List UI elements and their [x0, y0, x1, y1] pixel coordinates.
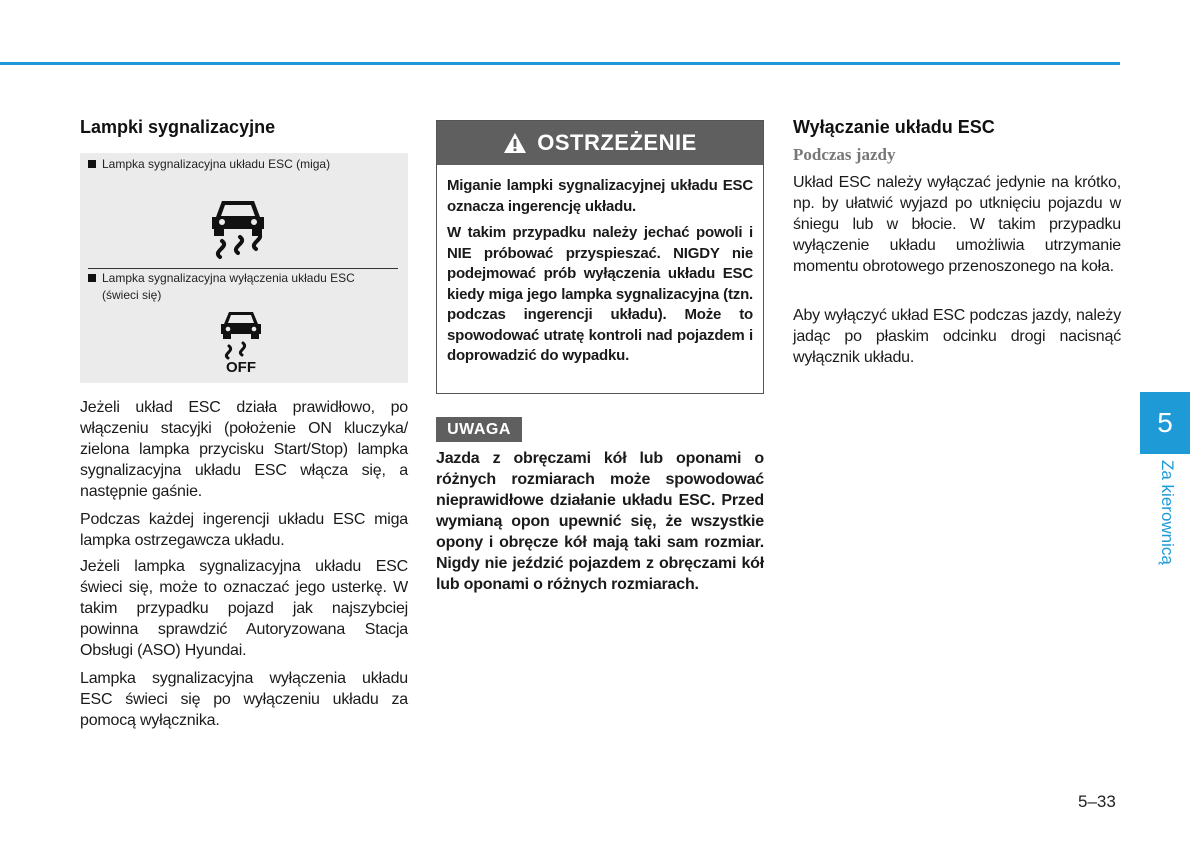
esc-off-label: OFF	[226, 359, 256, 376]
chapter-number-tab: 5	[1140, 392, 1190, 454]
section-title-esc-off: Wyłączanie układu ESC	[793, 117, 995, 137]
warning-paragraph-2: W takim przypadku należy jechać powoli i NIE próbować przyspieszać. NIGDY nie podejmować prób wyłączenia układu ESC kiedy miga jego lampka sygnalizacyjna (tzn. podczas ingerencji układu). Może to spowodować utratę kontroli nad pojazdem i doprowadzić do wypadku.	[447, 224, 753, 364]
paragraph-esc-fault: Jeżeli lampka sygnalizacyjna układu ESC świeci się, może to oznaczać jego usterkę. W takim przypadku pojazd jak najszybciej powinna sprawdzić Autoryzowana Stacja Obsługi (ASO) Hyundai.	[80, 558, 408, 659]
paragraph-esc-off-how: Aby wyłączyć układ ESC podczas jazdy, należy jadąc po płaskim odcinku drogi nacisnąć wyłącznik układu.	[793, 307, 1121, 366]
warning-triangle-icon	[503, 132, 527, 154]
warning-body	[447, 176, 753, 373]
bullet-square-icon	[88, 274, 96, 282]
section-title-indicators: Lampki sygnalizacyjne	[80, 117, 276, 137]
paragraph-esc-normal: Jeżeli układ ESC działa prawidłowo, po włączeniu stacyjki (położenie ON kluczyka/ zielona lampka przycisku Start/Stop) lampka sygnalizacyjna układu ESC włącza się, a następnie gaśnie.	[80, 399, 408, 500]
esc-off-skid-car-icon	[218, 308, 264, 360]
warning-paragraph-1: Miganie lampki sygnalizacyjnej układu ESC oznacza ingerencję układu.	[447, 177, 753, 215]
esc-skid-car-icon	[208, 191, 268, 259]
subsection-title-driving: Podczas jazdy	[793, 145, 896, 164]
paragraph-esc-off-light: Lampka sygnalizacyjna wyłączenia układu ESC świeci się po wyłączeniu układu za pomocą wyłącznika.	[80, 670, 408, 729]
indicator-divider	[88, 268, 398, 269]
warning-title: OSTRZEŻENIE	[537, 130, 697, 155]
warning-box	[436, 120, 764, 394]
header-rule	[0, 62, 1120, 65]
indicator-illustration-box	[80, 153, 408, 383]
note-text: Jazda z obręczami kół lub oponami o różnych rozmiarach może spowodować nieprawidłowe działanie układu ESC. Przed wymianą opon upewnić się, że wszystkie opony i obręcze kół mają taki sam rozmiar. Nigdy nie jeździć pojazdem z obręczami kół lub oponami o różnych rozmiarach.	[436, 450, 764, 593]
bullet-square-icon	[88, 160, 96, 168]
paragraph-esc-intervention: Podczas każdej ingerencji układu ESC miga lampka ostrzegawcza układu.	[80, 511, 408, 549]
paragraph-esc-off-when: Układ ESC należy wyłączać jedynie na krótko, np. by ułatwić wyjazd po utknięciu pojazdu w śniegu lub w błocie. W takim przypadku wyłączenie układu umożliwia utrzymanie momentu obrotowego przenoszonego na koła.	[793, 174, 1121, 275]
note-label: UWAGA	[436, 417, 522, 442]
page-number: 5–33	[1078, 792, 1116, 811]
indicator-1-caption: Lampka sygnalizacyjna układu ESC (miga)	[88, 156, 330, 173]
indicator-2-caption: Lampka sygnalizacyjna wyłączenia układu ESC (świeci się)	[88, 270, 355, 304]
chapter-title: Za kierownicą	[1158, 460, 1177, 565]
warning-header	[437, 121, 763, 165]
